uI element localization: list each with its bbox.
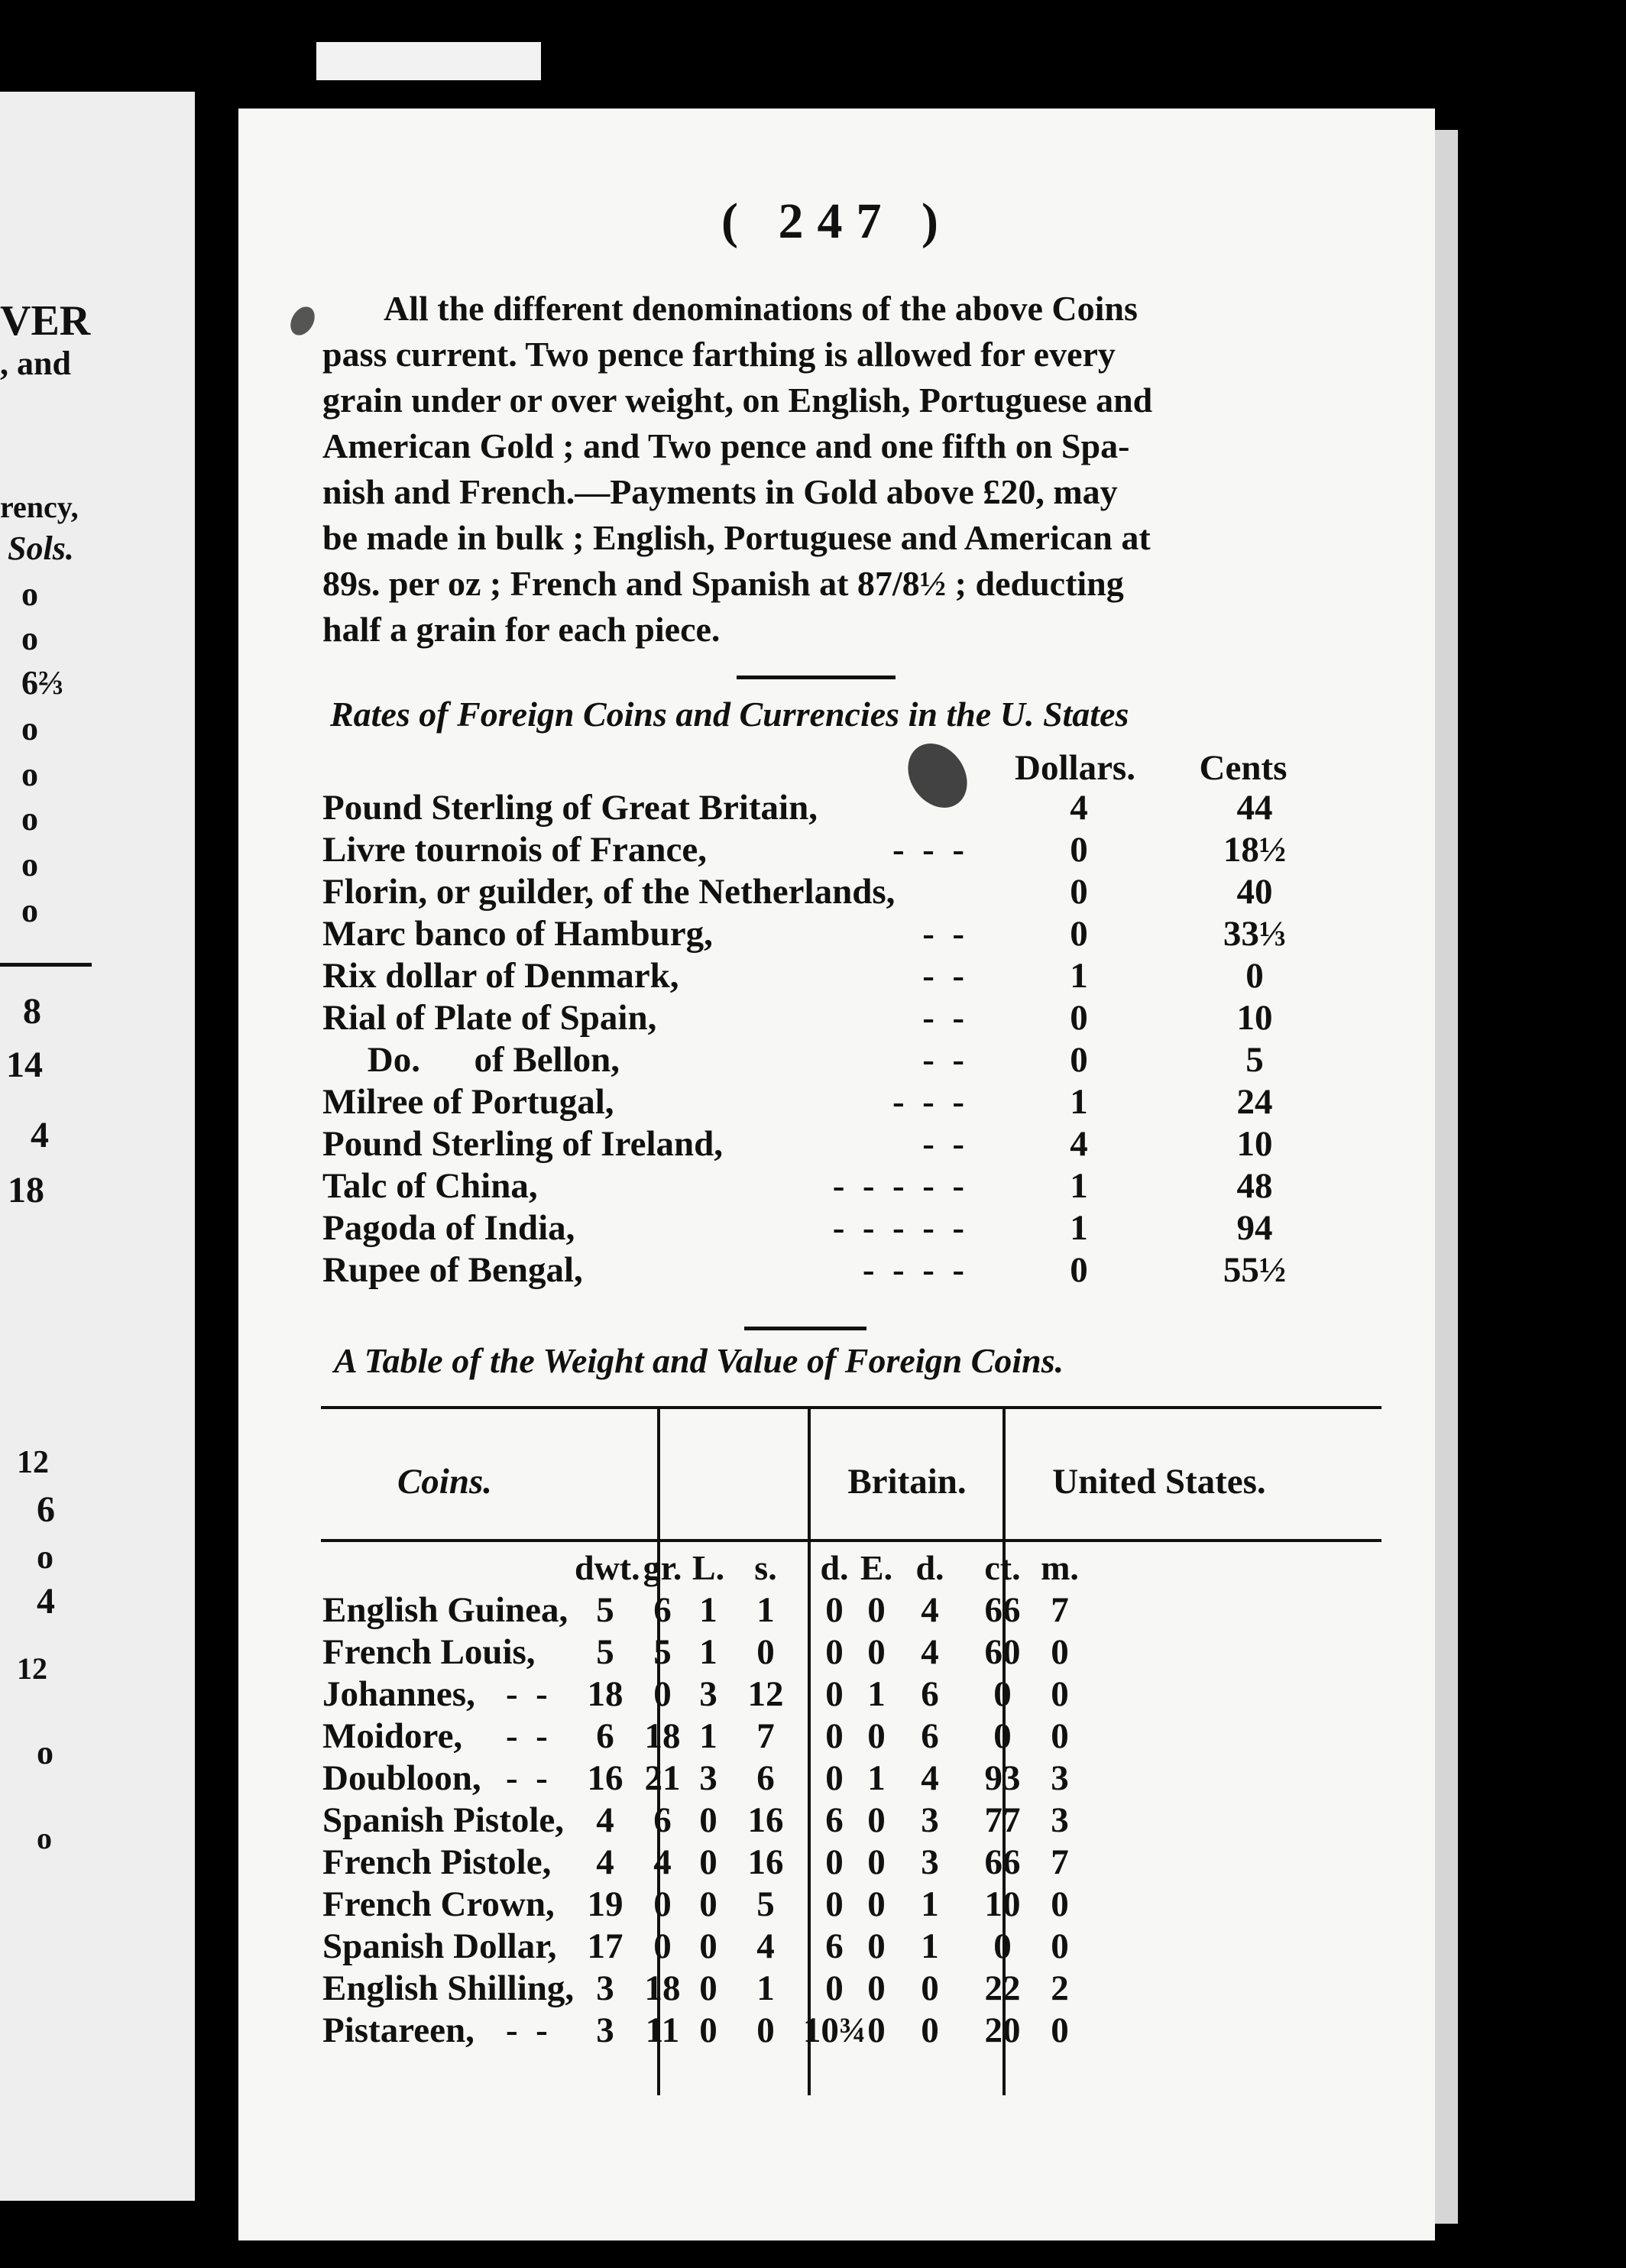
value-cell: 1 [699,1632,717,1672]
rates-row [322,1123,1392,1165]
left-fragment: 6⅔ [21,664,63,701]
left-fragment: o [21,800,38,838]
value-cell: 12 [747,1674,784,1714]
value-cell: 18 [644,1716,681,1756]
paragraph-line: be made in bulk ; English, Portuguese and American at [322,518,1151,557]
value-cell: 77 [984,1800,1021,1840]
value-cell: 0 [699,1926,717,1966]
left-fragment: , and [0,345,71,382]
coin-row [322,1926,1392,1968]
value-cell: 1 [867,1758,886,1798]
left-fragment: o [21,620,38,657]
value-cell: 0 [699,1968,717,2008]
value-cell: 0 [1051,2010,1069,2050]
value-cell: 0 [756,2010,775,2050]
value-cell: 0 [699,1800,717,1840]
cents-value: 55½ [1223,1250,1287,1290]
value-cell: 22 [984,1968,1021,2008]
unit-label: s. [754,1548,777,1587]
unit-label: ct. [984,1548,1021,1587]
section-rule [744,1327,866,1330]
value-cell: 0 [699,2010,717,2050]
left-fragment: o [21,892,38,929]
cents-value: 33⅓ [1223,914,1287,954]
intro-paragraph [322,286,1316,653]
left-fragment: 12 [17,1445,49,1480]
unit-label: dwt. [575,1548,640,1587]
coin-name: Marc banco of Hamburg, [322,914,713,954]
cents-value: 24 [1236,1082,1273,1122]
table-header-rule [321,1539,1381,1542]
coin-name: Rix dollar of Denmark, [322,956,679,996]
value-cell: 0 [825,1590,844,1630]
value-cell: 5 [756,1884,775,1924]
coin-row [322,1758,1392,1800]
value-cell: 0 [993,1926,1012,1966]
coin-name: Pound Sterling of Great Britain, [322,788,818,828]
coin-name: Pagoda of India, [322,1208,575,1248]
value-cell: 4 [756,1926,775,1966]
value-cell: 4 [653,1842,672,1882]
coin-name: Doubloon, [322,1758,481,1798]
value-cell: 0 [825,1884,844,1924]
coin-name: French Louis, [322,1632,536,1672]
value-cell: 0 [756,1632,775,1672]
left-fragment: 14 [6,1045,43,1085]
coin-name: Rupee of Bengal, [322,1250,583,1290]
left-fragment: o [21,710,38,747]
rates-row [322,1207,1392,1249]
leader-dashes: - - [922,1040,964,1080]
rates-row [322,955,1392,997]
leader-dashes: - - [506,1716,548,1756]
rates-row [322,829,1392,871]
header-coins: Coins. [397,1462,493,1502]
value-cell: 17 [587,1926,624,1966]
value-cell: 0 [867,2010,886,2050]
paragraph-line: half a grain for each piece. [322,610,721,649]
dollars-value: 0 [1070,914,1088,954]
value-cell: 0 [867,1842,886,1882]
leader-dashes: - - - - - [832,1166,964,1206]
value-cell: 0 [993,1674,1012,1714]
value-cell: 3 [596,2010,614,2050]
coin-name: French Crown, [322,1884,555,1924]
rates-row [322,1165,1392,1207]
value-cell: 0 [653,1926,672,1966]
left-fragment: rency, [0,490,79,524]
left-fragment: o [37,1734,53,1771]
weight-table-title: A Table of the Weight and Value of Foreign Coins. [334,1341,1064,1380]
coin-name: Pound Sterling of Ireland, [322,1124,724,1164]
coin-name: Pistareen, [322,2010,475,2050]
unit-header-row [322,1547,1392,1589]
unit-label: gr. [643,1548,682,1587]
left-fragment: 8 [23,991,41,1032]
value-cell: 4 [921,1632,939,1672]
rates-title: Rates of Foreign Coins and Currencies in the U. States [330,695,1129,734]
rates-col-cents: Cents [1199,748,1288,788]
value-cell: 0 [699,1842,717,1882]
leader-dashes: - - - - [862,1250,964,1290]
leader-dashes: - - [922,998,964,1038]
value-cell: 6 [921,1674,939,1714]
left-fragment: 6 [37,1489,55,1530]
value-cell: 5 [653,1632,672,1672]
rates-row [322,787,1392,829]
value-cell: 16 [747,1842,784,1882]
left-fragment: 4 [37,1581,55,1622]
leader-dashes: - - [506,2010,548,2050]
value-cell: 66 [984,1842,1021,1882]
section-rule [737,676,896,679]
dollars-value: 1 [1070,1166,1088,1206]
value-cell: 3 [699,1674,717,1714]
value-cell: 1 [756,1968,775,2008]
paragraph-line: pass current. Two pence farthing is allowed for every [322,335,1116,374]
coin-row [322,1884,1392,1926]
rates-row [322,1249,1392,1291]
dollars-value: 0 [1070,1040,1088,1080]
value-cell: 0 [825,1968,844,2008]
unit-label: E. [860,1548,893,1587]
value-cell: 1 [699,1716,717,1756]
ink-smudge [286,303,319,340]
rates-row [322,997,1392,1039]
value-cell: 4 [921,1590,939,1630]
dollars-value: 0 [1070,830,1088,870]
cents-value: 44 [1236,788,1273,828]
page-edge [1435,130,1458,2224]
left-fragment: o [21,846,38,883]
value-cell: 0 [653,1884,672,1924]
left-page-fragment [0,92,195,2201]
dollars-value: 1 [1070,1082,1088,1122]
rates-col-dollars: Dollars. [1015,748,1135,788]
value-cell: 0 [825,1632,844,1672]
cents-value: 18½ [1223,830,1287,870]
cents-value: 0 [1245,956,1264,996]
leader-dashes: - - [922,914,964,954]
coin-name: Rial of Plate of Spain, [322,998,657,1038]
value-cell: 5 [596,1632,614,1672]
value-cell: 1 [699,1590,717,1630]
dollars-value: 4 [1070,788,1088,828]
coin-row [322,2010,1392,2052]
coin-name: English Guinea, [322,1590,568,1630]
rates-row [322,1081,1392,1123]
value-cell: 1 [867,1674,886,1714]
value-cell: 4 [921,1758,939,1798]
value-cell: 0 [825,1716,844,1756]
top-tab-strip [316,42,541,80]
value-cell: 3 [1051,1800,1069,1840]
value-cell: 0 [653,1674,672,1714]
left-fragment: o [21,575,38,613]
left-fragment: 12 [17,1651,47,1686]
left-fragment: 4 [31,1115,49,1155]
value-cell: 11 [645,2010,680,2050]
leader-dashes: - - - [892,1082,964,1122]
value-cell: 0 [1051,1674,1069,1714]
value-cell: 1 [921,1926,939,1966]
coin-row [322,1673,1392,1716]
coin-name: Livre tournois of France, [322,830,708,870]
header-united-states: United States. [1052,1462,1266,1502]
value-cell: 6 [596,1716,614,1756]
value-cell: 3 [1051,1758,1069,1798]
dollars-value: 0 [1070,872,1088,912]
leader-dashes: - - [922,956,964,996]
value-cell: 5 [596,1590,614,1630]
paragraph-line: nish and French.—Payments in Gold above £20, may [322,472,1118,511]
coin-row [322,1968,1392,2010]
value-cell: 4 [596,1842,614,1882]
dollars-value: 1 [1070,1208,1088,1248]
value-cell: 0 [825,1674,844,1714]
value-cell: 20 [984,2010,1021,2050]
left-fragment: o [37,1538,53,1576]
left-fragment: 18 [8,1170,44,1210]
coin-name: Do. of Bellon, [322,1040,620,1080]
header-britain: Britain. [847,1462,967,1502]
value-cell: 16 [747,1800,784,1840]
value-cell: 10 [984,1884,1021,1924]
coin-row [322,1631,1392,1673]
dollars-value: 4 [1070,1124,1088,1164]
leader-dashes: - - - [892,830,964,870]
coin-name: Florin, or guilder, of the Netherlands, [322,872,896,912]
value-cell: 0 [1051,1632,1069,1672]
coin-name: English Shilling, [322,1968,575,2008]
unit-label: d. [820,1548,849,1587]
coin-name: Milree of Portugal, [322,1082,614,1122]
value-cell: 0 [921,1968,939,2008]
value-cell: 0 [699,1884,717,1924]
unit-label: m. [1041,1548,1079,1587]
coin-row [322,1800,1392,1842]
value-cell: 7 [756,1716,775,1756]
value-cell: 0 [867,1590,886,1630]
value-cell: 0 [993,1716,1012,1756]
paragraph-line: grain under or over weight, on English, Portuguese and [322,381,1153,420]
value-cell: 60 [984,1632,1021,1672]
value-cell: 16 [587,1758,624,1798]
cents-value: 10 [1236,1124,1273,1164]
value-cell: 0 [867,1884,886,1924]
value-cell: 0 [1051,1926,1069,1966]
value-cell: 1 [756,1590,775,1630]
value-cell: 93 [984,1758,1021,1798]
book-page [238,109,1435,2240]
value-cell: 3 [699,1758,717,1798]
leader-dashes: - - - - - [832,1208,964,1248]
coin-row [322,1716,1392,1758]
dollars-value: 1 [1070,956,1088,996]
coin-name: Moidore, [322,1716,463,1756]
value-cell: 3 [921,1800,939,1840]
value-cell: 6 [653,1590,672,1630]
coin-name: Talc of China, [322,1166,538,1206]
coin-row [322,1842,1392,1884]
leader-dashes: - - [506,1674,548,1714]
paragraph-line: 89s. per oz ; French and Spanish at 87/8½ ; deducting [322,564,1124,603]
value-cell: 7 [1051,1590,1069,1630]
rates-row [322,913,1392,955]
value-cell: 6 [825,1800,844,1840]
dollars-value: 0 [1070,1250,1088,1290]
coin-row [322,1589,1392,1631]
value-cell: 6 [825,1926,844,1966]
value-cell: 66 [984,1590,1021,1630]
coin-name: French Pistole, [322,1842,552,1882]
coin-name: Johannes, [322,1674,475,1714]
coin-name: Spanish Pistole, [322,1800,565,1840]
value-cell: 21 [644,1758,681,1798]
left-fragment: o [37,1821,52,1855]
paragraph-line: All the different denominations of the above Coins [384,289,1138,328]
page-number: ( 247 ) [721,193,952,249]
table-top-rule [321,1406,1381,1409]
cents-value: 94 [1236,1208,1273,1248]
value-cell: 0 [1051,1716,1069,1756]
value-cell: 0 [921,2010,939,2050]
left-fragment: Sols. [8,530,74,567]
value-cell: 0 [867,1632,886,1672]
value-cell: 6 [756,1758,775,1798]
value-cell: 18 [587,1674,624,1714]
unit-label: L. [692,1548,725,1587]
value-cell: 6 [653,1800,672,1840]
left-fragment: o [21,756,38,793]
left-fragment: VER [0,297,91,345]
cents-value: 10 [1236,998,1273,1038]
unit-label: d. [915,1548,944,1587]
value-cell: 10¾ [802,2010,866,2050]
paragraph-line: American Gold ; and Two pence and one fifth on Spa- [322,426,1130,465]
value-cell: 1 [921,1884,939,1924]
value-cell: 19 [587,1884,624,1924]
cents-value: 40 [1236,872,1273,912]
rates-row [322,871,1392,913]
dollars-value: 0 [1070,998,1088,1038]
value-cell: 0 [867,1800,886,1840]
coin-name: Spanish Dollar, [322,1926,557,1966]
value-cell: 0 [867,1968,886,2008]
value-cell: 7 [1051,1842,1069,1882]
value-cell: 0 [1051,1884,1069,1924]
value-cell: 0 [867,1926,886,1966]
leader-dashes: - - [922,1124,964,1164]
leader-dashes: - - [506,1758,548,1798]
cents-value: 5 [1245,1040,1264,1080]
value-cell: 0 [867,1716,886,1756]
value-cell: 2 [1051,1968,1069,2008]
value-cell: 0 [825,1842,844,1882]
value-cell: 6 [921,1716,939,1756]
value-cell: 3 [921,1842,939,1882]
value-cell: 0 [825,1758,844,1798]
cents-value: 48 [1236,1166,1273,1206]
value-cell: 18 [644,1968,681,2008]
value-cell: 3 [596,1968,614,2008]
rates-row [322,1039,1392,1081]
value-cell: 4 [596,1800,614,1840]
